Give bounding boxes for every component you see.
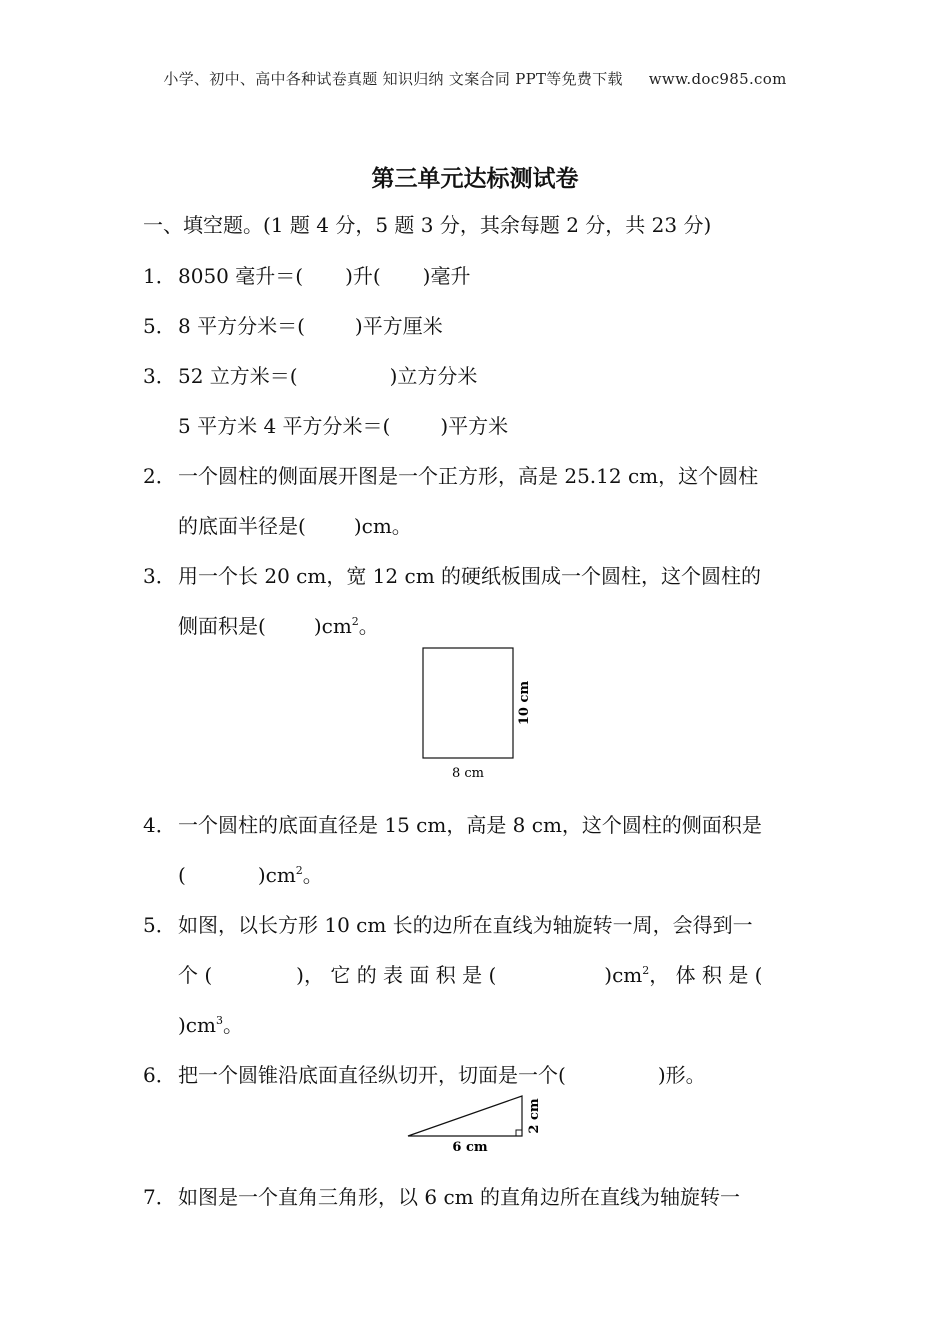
question-1 (143, 264, 470, 288)
question-text: 用一个长 20 cm，宽 12 cm 的硬纸板围成一个圆柱，这个圆柱的 (178, 564, 762, 588)
question-5a (143, 314, 443, 338)
question-5 (143, 913, 753, 937)
question-text: )毫升 (422, 264, 471, 288)
question-number: 5． (143, 913, 176, 937)
question-text: )立方分米 (389, 364, 478, 388)
triangle-height-label: 2 cm (527, 1098, 542, 1134)
question-text: )cm。 (353, 514, 412, 538)
question-3b (178, 414, 508, 438)
question-text: )cm (178, 1013, 216, 1037)
question-text: )平方厘米 (354, 314, 443, 338)
triangle-figure (400, 1090, 560, 1156)
superscript: 2 (295, 864, 303, 877)
question-text: 。 (302, 863, 323, 887)
question-text: 5 平方米 4 平方分米＝( (178, 414, 391, 438)
question-number: 3． (143, 564, 176, 588)
question-6 (143, 1063, 706, 1087)
rectangle-shape (423, 648, 513, 758)
question-text: )cm (257, 863, 296, 887)
question-4-line2 (178, 863, 323, 887)
question-text: ( (178, 863, 186, 887)
question-5-line3 (178, 1013, 243, 1037)
question-number: 4． (143, 813, 176, 837)
rectangle-figure (410, 640, 550, 785)
page-header (0, 68, 950, 89)
question-text: 8 平方分米＝( (178, 314, 305, 338)
question-number: 3． (143, 364, 176, 388)
question-text: 侧面积是( (178, 614, 266, 638)
question-7 (143, 1185, 740, 1209)
question-2 (143, 464, 758, 488)
superscript: 2 (642, 964, 650, 977)
question-text: 一个圆柱的底面直径是 15 cm，高是 8 cm，这个圆柱的侧面积是 (178, 813, 762, 837)
question-5-line2 (178, 963, 762, 987)
question-text: 52 立方米＝( (178, 364, 298, 388)
triangle-base-label: 6 cm (452, 1140, 488, 1155)
question-text: 如图，以长方形 10 cm 长的边所在直线为轴旋转一周，会得到一 (178, 913, 753, 937)
question-3a (143, 364, 477, 388)
question-text: 把一个圆锥沿底面直径纵切开，切面是一个( (178, 1063, 566, 1087)
question-text: 如图是一个直角三角形，以 6 cm 的直角边所在直线为轴旋转一 (178, 1185, 740, 1209)
question-number: 1． (143, 264, 176, 288)
rectangle-height-label: 10 cm (517, 680, 532, 726)
triangle-shape (408, 1096, 522, 1136)
question-text: )形。 (657, 1063, 706, 1087)
question-text: 一个圆柱的侧面展开图是一个正方形，高是 25.12 cm，这个圆柱 (178, 464, 759, 488)
question-3 (143, 564, 761, 588)
question-text: )， 它 的 表 面 积 是 ( (296, 963, 497, 987)
header-url: www.doc985.com (648, 70, 787, 88)
question-number: 7． (143, 1185, 176, 1209)
question-text: 的底面半径是( (178, 514, 306, 538)
rectangle-width-label: 8 cm (451, 766, 485, 781)
question-text: )升( (345, 264, 381, 288)
question-4 (143, 813, 762, 837)
question-text: 。 (358, 614, 379, 638)
question-number: 5． (143, 314, 176, 338)
question-number: 2． (143, 464, 176, 488)
superscript: 3 (215, 1014, 223, 1027)
superscript: 2 (351, 615, 359, 628)
question-text: )cm (604, 963, 643, 987)
question-number: 6． (143, 1063, 176, 1087)
right-angle-mark (516, 1130, 522, 1136)
header-text: 小学、初中、高中各种试卷真题 知识归纳 文案合同 PPT等免费下载 (163, 70, 623, 88)
question-text: )平方米 (440, 414, 509, 438)
page-title: 第三单元达标测试卷 (371, 166, 579, 192)
question-text: 8050 毫升＝( (178, 264, 304, 288)
question-3-line2 (178, 614, 379, 638)
section-heading: 一、填空题。(1 题 4 分，5 题 3 分，其余每题 2 分，共 23 分) (143, 213, 712, 237)
question-text: 个 ( (178, 963, 213, 987)
question-text: 。 (222, 1013, 243, 1037)
question-text: )cm (313, 614, 352, 638)
question-2-line2 (178, 514, 412, 538)
question-text: ， 体 积 是 ( (649, 963, 763, 987)
